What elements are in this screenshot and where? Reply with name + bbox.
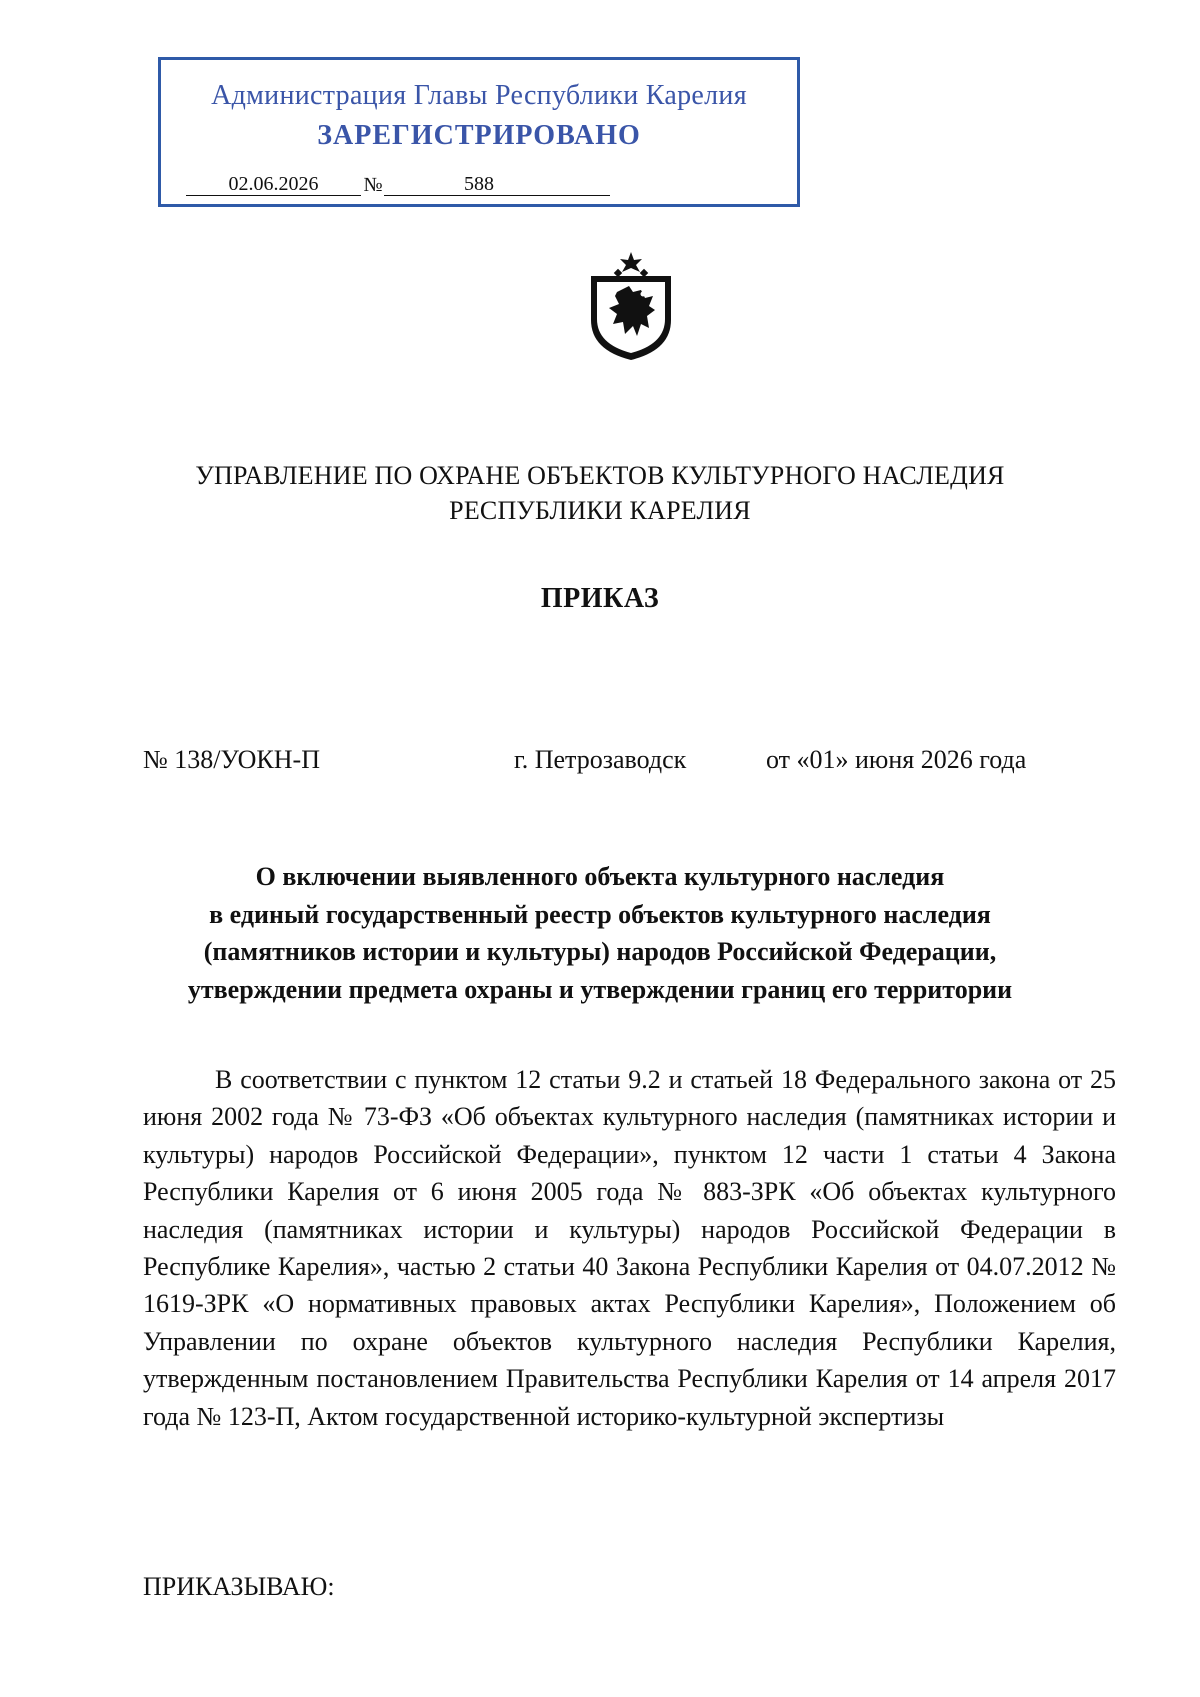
stamp-number: 588 bbox=[384, 173, 610, 196]
subject-line-4: утверждении предмета охраны и утверждении границ его территории bbox=[187, 974, 1013, 1004]
order-subject bbox=[120, 858, 1080, 1008]
subject-line-2: в единый государственный реестр объектов культурного наследия bbox=[209, 899, 991, 929]
document-type: ПРИКАЗ bbox=[540, 583, 660, 614]
stamp-organization: Администрация Главы Республики Карелия bbox=[211, 80, 747, 111]
body-paragraph: В соответствии с пунктом 12 статьи 9.2 и статьей 18 Федерального закона от 25 июня 2002 года № 73-ФЗ «Об объектах культурного наследия (памятниках истории и культуры) народов Российской Федерации», пунктом 12 части 1 статьи 4 Закона Республики Карелия от 6 июня 2005 года № 883-ЗРК «Об объектах культурного наследия (памятниках истории и культуры) народов Российской Федерации в Республике Карелия», частью 2 статьи 40 Закона Республики Карелия от 04.07.2012 № 1619-ЗРК «О нормативных правовых актах Республики Карелия», Положением об Управлении по охране объектов культурного наследия Республики Карелия, утвержденным постановлением Правительства Республики Карелия от 14 апреля 2017 года № 123-П, Актом государственной историко-культурной экспертизы bbox=[143, 1065, 1116, 1431]
department-header bbox=[0, 458, 1200, 528]
stamp-registration-line bbox=[186, 172, 616, 196]
stamp-number-sign: № bbox=[363, 174, 383, 196]
department-line-1: УПРАВЛЕНИЕ ПО ОХРАНЕ ОБЪЕКТОВ КУЛЬТУРНОГО НАСЛЕДИЯ bbox=[195, 461, 1005, 490]
registration-stamp bbox=[158, 57, 800, 207]
stamp-date: 02.06.2026 bbox=[186, 173, 361, 196]
order-city: г. Петрозаводск bbox=[514, 745, 687, 774]
subject-line-1: О включении выявленного объекта культурного наследия bbox=[255, 862, 945, 891]
order-number: № 138/УОКН-П bbox=[143, 745, 320, 774]
department-line-2: РЕСПУБЛИКИ КАРЕЛИЯ bbox=[449, 496, 751, 525]
subject-line-3: (памятников истории и культуры) народов Российской Федерации, bbox=[203, 937, 997, 966]
stamp-status: ЗАРЕГИСТРИРОВАНО bbox=[317, 120, 641, 151]
karelia-coat-of-arms-icon bbox=[583, 250, 679, 362]
order-date: от «01» июня 2026 года bbox=[766, 745, 1027, 774]
order-command: ПРИКАЗЫВАЮ: bbox=[143, 1572, 335, 1601]
order-body bbox=[143, 1061, 1116, 1435]
